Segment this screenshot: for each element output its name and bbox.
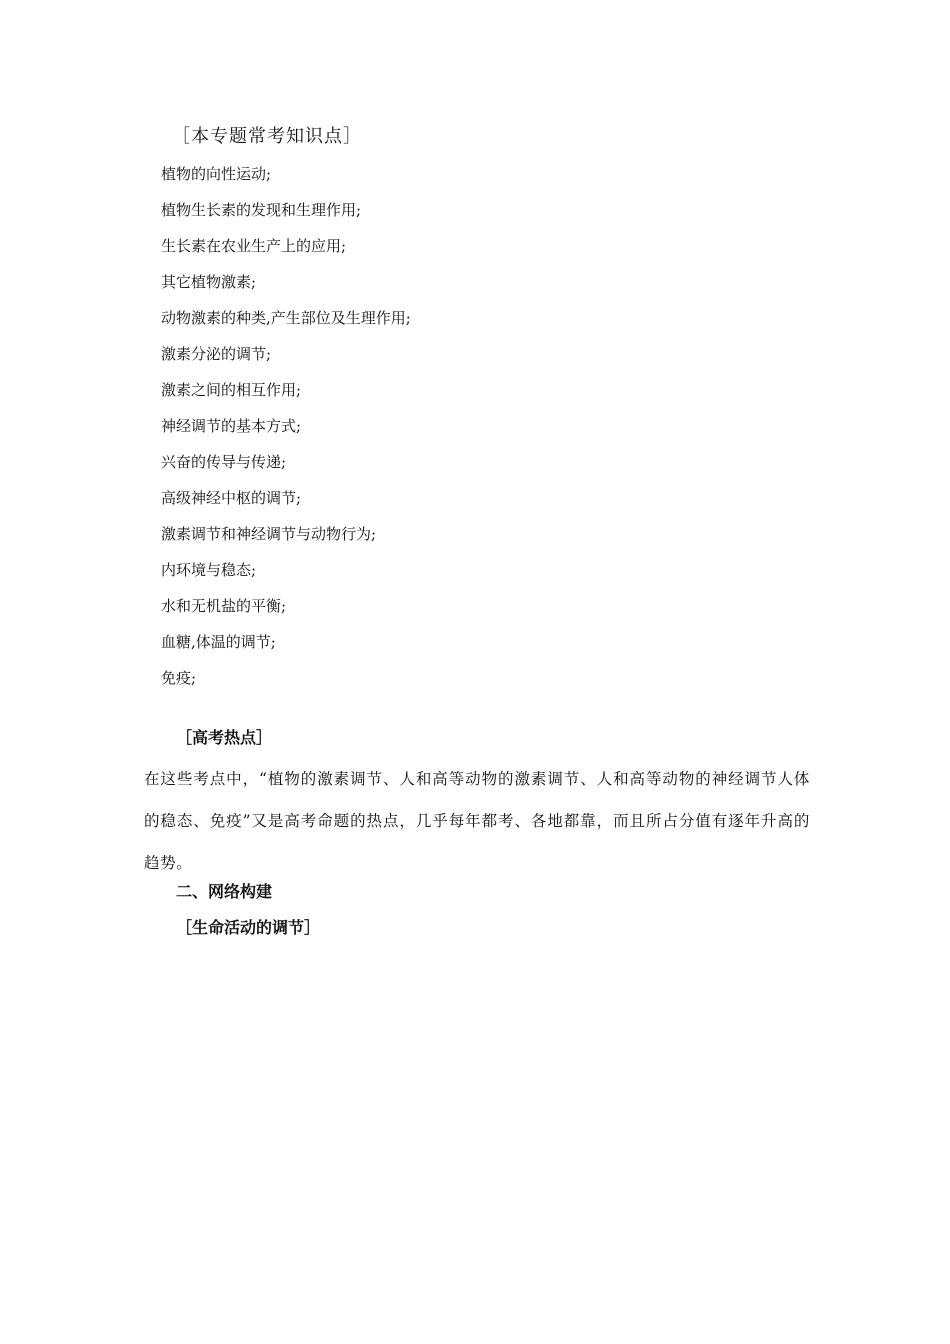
list-item: 植物生长素的发现和生理作用;: [161, 201, 362, 219]
exam-hotspots-heading: ［高考热点］: [176, 728, 273, 747]
list-item: 神经调节的基本方式;: [161, 417, 302, 435]
list-item: 血糖,体温的调节;: [161, 633, 276, 651]
list-item: 激素之间的相互作用;: [161, 381, 302, 399]
exam-hotspots-paragraph: 在这些考点中，“植物的激素调节、人和高等动物的激素调节、人和高等动物的神经调节人体的稳态、免疫”又是高考命题的热点，几乎每年都考、各地都靠，而且所占分值有逐年升高的趋势。: [144, 770, 810, 872]
list-item: 兴奋的传导与传递;: [161, 453, 287, 471]
life-activity-regulation-heading: ［生命活动的调节］: [176, 918, 321, 937]
list-item: 动物激素的种类,产生部位及生理作用;: [161, 309, 411, 327]
list-item: 激素分泌的调节;: [161, 345, 272, 363]
list-item: 水和无机盐的平衡;: [161, 597, 287, 615]
list-item: 植物的向性运动;: [161, 165, 272, 183]
knowledge-points-list: [161, 160, 411, 700]
list-item: 高级神经中枢的调节;: [161, 489, 302, 507]
list-item: 激素调节和神经调节与动物行为;: [161, 525, 377, 543]
network-construction-heading: 二、网络构建: [176, 882, 273, 901]
list-item: 生长素在农业生产上的应用;: [161, 237, 347, 255]
list-item: 其它植物激素;: [161, 273, 257, 291]
knowledge-points-heading: ［本专题常考知识点］: [172, 126, 362, 147]
list-item: 免疫;: [161, 669, 197, 687]
list-item: 内环境与稳态;: [161, 561, 257, 579]
